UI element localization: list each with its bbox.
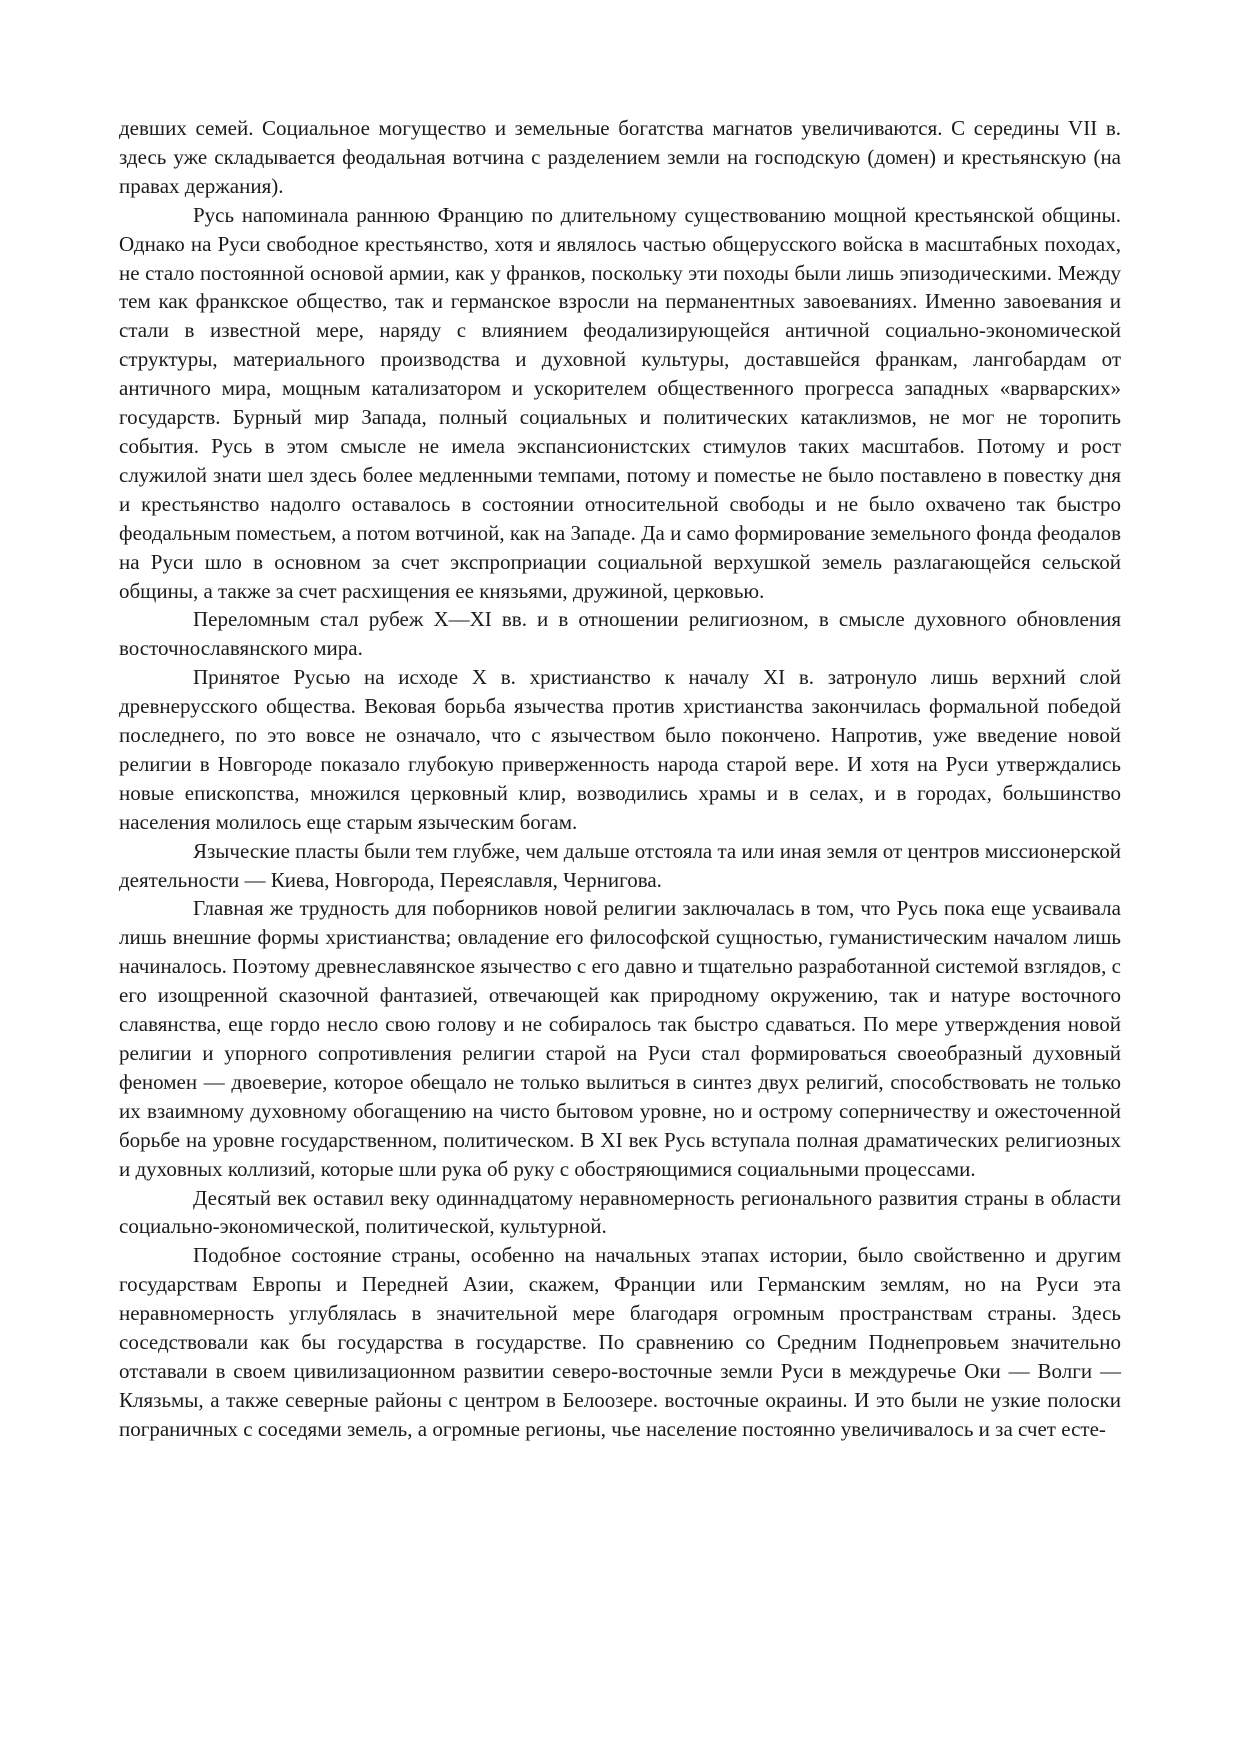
- paragraph-5: Языческие пласты были тем глубже, чем дальше отстояла та или иная земля от центров миссионерской деятельности — Киева, Новгорода, Переяславля, Чернигова.: [119, 838, 1121, 892]
- paragraph-3: Переломным стал рубеж X—XI вв. и в отношении религиозном, в смысле духовного обновления восточнославянского мира.: [119, 607, 1121, 661]
- document-page: [119, 114, 1121, 1444]
- paragraph-1: девших семей. Социальное могущество и земельные богатства магнатов увеличиваются. С середины VII в. здесь уже складывается феодальная вотчина с разделением земли на господскую (домен) и крестьянскую (на правах держания).: [119, 116, 1121, 198]
- paragraph-4: Принятое Русью на исходе X в. христианство к началу XI в. затронуло лишь верхний слой древнерусского общества. Вековая борьба язычества против христианства закончилась формальной победой последнего, по это вовсе не означало, что с язычеством было покончено. Напротив, уже введение новой религии в Новгороде показало глубокую приверженность народа старой вере. И хотя на Руси утверждались новые епископства, множился церковный клир, возводились храмы и в селах, и в городах, большинство населения молилось еще старым языческим богам.: [119, 665, 1121, 834]
- paragraph-2: Русь напоминала раннюю Францию по длительному существованию мощной крестьянской общины. Однако на Руси свободное крестьянство, хотя и являлось частью общерусского войска в масштабных походах, не стало постоянной основой армии, как у франков, поскольку эти походы были лишь эпизодическими. Между тем как франкское общество, так и германское взросли на перманентных завоеваниях. Именно завоевания и стали в известной мере, наряду с влиянием феодализирующейся античной социально-экономической структуры, материального производства и духовной культуры, доставшейся франкам, лангобардам от античного мира, мощным катализатором и ускорителем общественного прогресса западных «варварских» государств. Бурный мир Запада, полный социальных и политических катаклизмов, не мог не торопить события. Русь в этом смысле не имела экспансионистских стимулов таких масштабов. Потому и рост служилой знати шел здесь более медленными темпами, потому и поместье не было поставлено в повестку дня и крестьянство надолго оставалось в состоянии относительной свободы и не было охвачено так быстро феодальным поместьем, а потом вотчиной, как на Западе. Да и само формирование земельного фонда феодалов на Руси шло в основном за счет экспроприации социальной верхушкой земель разлагающейся сельской общины, а также за счет расхищения ее князьями, дружиной, церковью.: [119, 202, 1121, 603]
- paragraph-8: Подобное состояние страны, особенно на начальных этапах истории, было свойственно и другим государствам Европы и Передней Азии, скажем, Франции или Германским землям, но на Руси эта неравномерность углублялась в значительной мере благодаря огромным пространствам страны. Здесь соседствовали как бы государства в государстве. По сравнению со Средним Поднепровьем значительно отставали в своем цивилизационном развитии северо-восточные земли Руси в междуречье Оки — Волги — Клязьмы, а также северные районы с центром в Белоозере. восточные окраины. И это были не узкие полоски пограничных с соседями земель, а огромные регионы, чье население постоянно увеличивалось и за счет есте-: [119, 1243, 1121, 1441]
- paragraph-6: Главная же трудность для поборников новой религии заключалась в том, что Русь пока еще усваивала лишь внешние формы христианства; овладение его философской сущностью, гуманистическим началом лишь начиналось. Поэтому древнеславянское язычество с его давно и тщательно разработанной системой взглядов, с его изощренной сказочной фантазией, отвечающей как природному окружению, так и натуре восточного славянства, еще гордо несло свою голову и не собиралось так быстро сдаваться. По мере утверждения новой религии и упорного сопротивления религии старой на Руси стал формироваться своеобразный духовный феномен — двоеверие, которое обещало не только вылиться в синтез двух религий, способствовать не только их взаимному духовному обогащению на чисто бытовом уровне, но и острому соперничеству и ожесточенной борьбе на уровне государственном, политическом. В XI век Русь вступала полная драматических религиозных и духовных коллизий, которые шли рука об руку с обостряющимися социальными процессами.: [119, 896, 1121, 1181]
- paragraph-7: Десятый век оставил веку одиннадцатому неравномерность регионального развития страны в области социально-экономической, политической, культурной.: [119, 1185, 1121, 1239]
